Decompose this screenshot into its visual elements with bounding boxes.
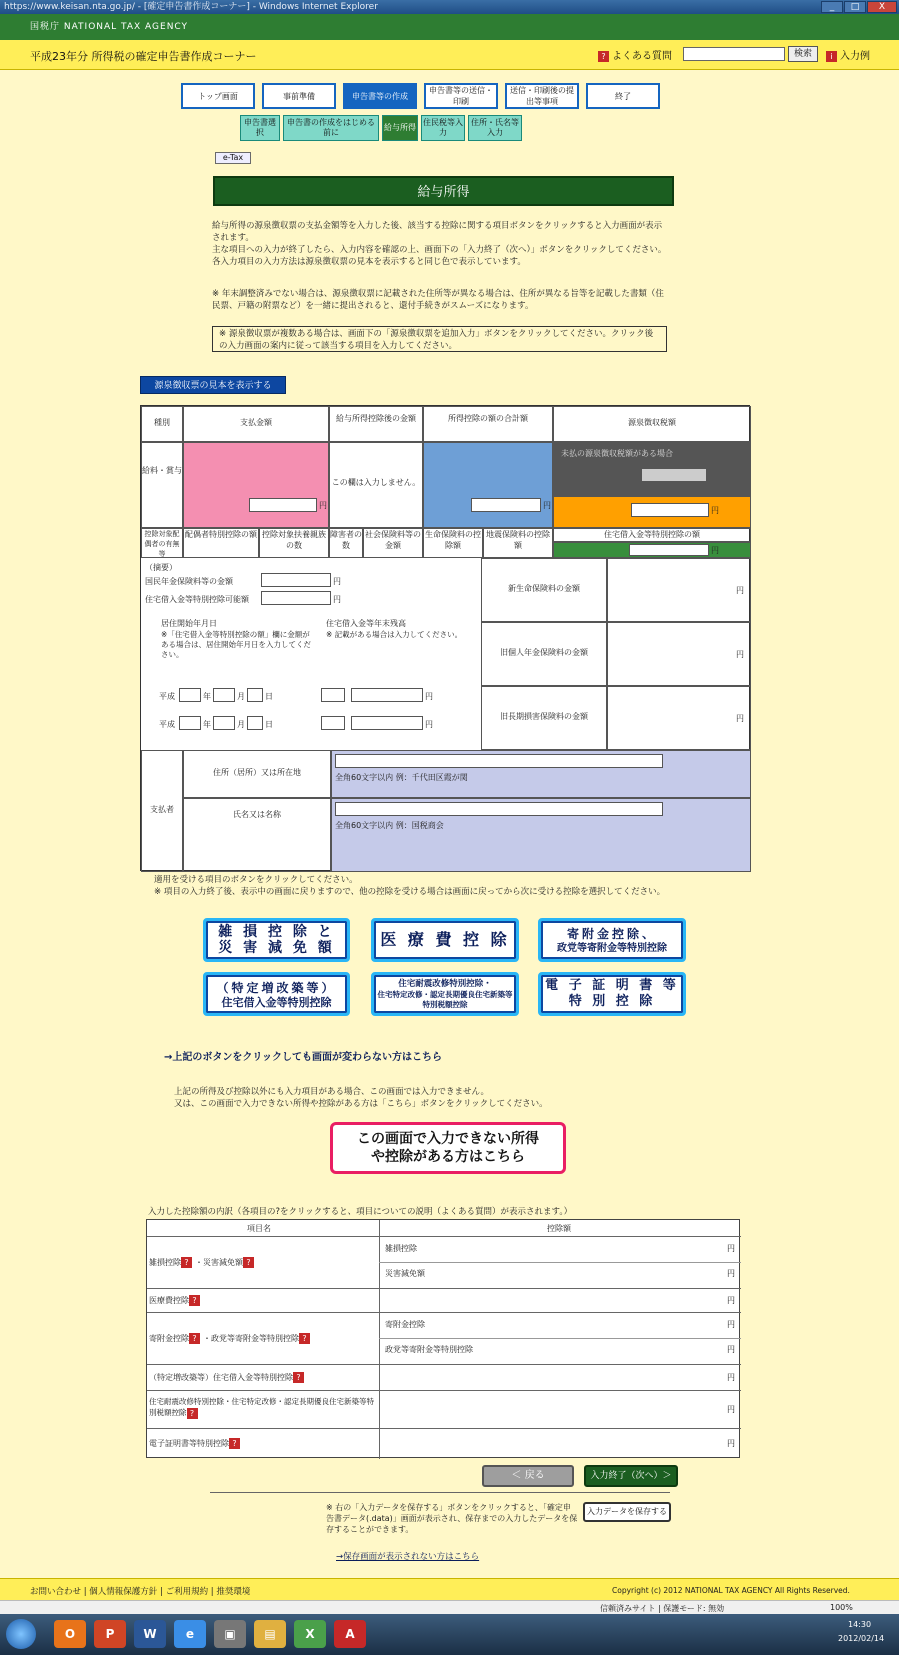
- day-unit: 日: [265, 692, 273, 701]
- type-value: 給料・賞与: [141, 442, 183, 528]
- question-icon[interactable]: ?: [293, 1372, 304, 1383]
- minimize-button[interactable]: _: [821, 1, 843, 13]
- intro-line-3: 各入力項目の入力方法は源泉徴収票の見本を表示すると同じ色で表示しています。: [212, 257, 526, 267]
- era-label-1: 平成: [159, 692, 175, 701]
- header-title: 平成23年分 所得税の確定申告書作成コーナー: [30, 50, 257, 63]
- button-line: 住宅借入金等特別控除: [221, 995, 332, 1009]
- button-line: 政党等寄附金等特別控除: [557, 942, 667, 954]
- summary-header-item: 項目名: [247, 1224, 271, 1233]
- help-link[interactable]: [826, 47, 870, 62]
- button-line: 住宅特定改修・認定長期優良住宅新築等特別税額控除: [377, 989, 513, 1009]
- payer-address-input[interactable]: [335, 754, 663, 768]
- search-input[interactable]: [683, 47, 785, 61]
- header-bar: [0, 40, 899, 70]
- header-deduction-total: 所得控除の額の合計額: [423, 406, 553, 442]
- question-icon[interactable]: ?: [189, 1295, 200, 1306]
- summary-row-label[interactable]: （特定増改築等）住宅借入金等特別控除 ?: [149, 1372, 307, 1383]
- summary-row: [147, 1428, 741, 1459]
- summary-row-label[interactable]: 電子証明書等特別控除 ?: [149, 1438, 243, 1449]
- yen-label: 円: [727, 1345, 735, 1354]
- old-longterm-cell: [607, 686, 751, 750]
- app-icon[interactable]: ▣: [214, 1620, 246, 1648]
- intro-text: [212, 220, 670, 268]
- step-end: 終了: [586, 83, 660, 109]
- other-income-button[interactable]: [330, 1122, 566, 1174]
- spouse-header: 控除対象配偶者の有無等: [141, 528, 183, 558]
- yen-label: 円: [736, 650, 744, 659]
- payer-name-input[interactable]: [335, 802, 663, 816]
- yen-label: 円: [727, 1373, 735, 1382]
- step-top[interactable]: トップ画面: [181, 83, 255, 109]
- taskbar: [0, 1614, 899, 1655]
- agency-bar: 国税庁 NATIONAL TAX AGENCY: [0, 14, 899, 40]
- button-line: この画面で入力できない所得: [357, 1131, 539, 1147]
- housing-loan-balance-input[interactable]: [261, 591, 331, 605]
- payer-name-label: 氏名又は名称: [183, 798, 331, 872]
- page-title: 給与所得: [213, 176, 674, 206]
- copyright: Copyright (c) 2012 NATIONAL TAX AGENCY All Rights Reserved.: [612, 1586, 850, 1595]
- yen-label: 円: [727, 1296, 735, 1305]
- digital-certificate-button[interactable]: [538, 972, 686, 1016]
- browser-title-bar: [0, 0, 899, 14]
- day-unit: 日: [265, 720, 273, 729]
- faq-link[interactable]: [598, 47, 672, 62]
- question-icon[interactable]: ?: [229, 1438, 240, 1449]
- summary-row: [147, 1390, 741, 1428]
- col-spouse-special: 配偶者特別控除の額: [183, 528, 259, 558]
- old-longterm-label: 旧長期損害保険料の金額: [481, 686, 607, 750]
- back-button[interactable]: ＜ 戻る: [482, 1465, 574, 1487]
- col-life-insurance: 生命保険料の控除額: [423, 528, 483, 558]
- housing-loan-balance-label: 住宅借入金等特別控除可能額: [145, 595, 249, 604]
- yen-label: 円: [333, 577, 341, 586]
- col-earthquake: 地震保険料の控除額: [483, 528, 553, 558]
- yen-label: 円: [727, 1269, 735, 1278]
- summary-table: [146, 1219, 740, 1458]
- memo-label: （摘要）: [145, 563, 177, 572]
- question-icon[interactable]: ?: [189, 1333, 200, 1344]
- clock-date: 2012/02/14: [838, 1634, 885, 1643]
- yen-label: 円: [727, 1405, 735, 1414]
- summary-row: [147, 1312, 741, 1364]
- powerpoint-icon[interactable]: P: [94, 1620, 126, 1648]
- etax-badge: e-Tax: [215, 152, 251, 164]
- instructions: [154, 874, 754, 898]
- summary-row-label[interactable]: 住宅耐震改修特別控除・住宅特定改修・認定長期優良住宅新築等特別税額控除 ?: [149, 1397, 374, 1418]
- zoom-level[interactable]: 100%: [830, 1603, 853, 1612]
- other-text-line-1: 上記の所得及び控除以外にも入力項目がある場合、この画面では入力できません。: [174, 1087, 490, 1097]
- yen-label: 円: [727, 1439, 735, 1448]
- substep-residence-tax: 住民税等入力: [421, 115, 465, 141]
- sub-row-label: 寄附金控除: [385, 1320, 425, 1329]
- summary-row: [147, 1364, 741, 1390]
- summary-row: [147, 1236, 741, 1288]
- day-select-2[interactable]: [247, 716, 263, 730]
- payment-cell: [183, 442, 329, 528]
- loan-amount-input-2[interactable]: [351, 716, 423, 730]
- ie-icon[interactable]: e: [174, 1620, 206, 1648]
- payer-address-label: 住所（居所）又は所在地: [183, 750, 331, 798]
- button-line: 住宅耐震改修特別控除・: [398, 978, 492, 989]
- maximize-button[interactable]: □: [844, 1, 866, 13]
- payer-label: 支払者: [141, 750, 183, 872]
- summary-row-label[interactable]: 寄附金控除 ? ・政党等寄附金等特別控除 ?: [149, 1333, 313, 1344]
- yen-label: 円: [333, 595, 341, 604]
- year-select-1[interactable]: [179, 688, 201, 702]
- button-line: 災 害 減 免 額: [218, 940, 335, 956]
- footer-link-terms[interactable]: ご利用規約: [165, 1587, 209, 1597]
- clock-time: 14:30: [848, 1620, 872, 1629]
- yen-label: 円: [736, 586, 744, 595]
- col-dependents: 控除対象扶養親族の数: [259, 528, 329, 558]
- yen-label: 円: [425, 692, 433, 701]
- header-payment: 支払金額: [183, 406, 329, 442]
- sub-divider: [379, 1338, 741, 1339]
- other-text-line-2: 又は、この画面で入力できない所得や控除がある方は「こちら」ボタンをクリックしてください。: [174, 1099, 548, 1109]
- earthquake-renovation-button[interactable]: [371, 972, 519, 1016]
- header-after-deduction: 給与所得控除後の金額: [329, 406, 423, 442]
- summary-header-amount: 控除額: [547, 1224, 571, 1233]
- yen-label: 円: [727, 1244, 735, 1253]
- medical-expense-button[interactable]: [371, 918, 519, 962]
- step-send: 申告書等の送信・印刷: [424, 83, 498, 109]
- button-line: 寄附金控除、: [566, 926, 657, 941]
- summary-row: [147, 1288, 741, 1312]
- yen-label: 円: [543, 501, 551, 510]
- question-icon[interactable]: ?: [299, 1333, 310, 1344]
- housing-loan-button[interactable]: [203, 972, 350, 1016]
- start-icon[interactable]: [6, 1619, 36, 1649]
- old-annuity-label: 旧個人年金保険料の金額: [481, 622, 607, 686]
- note-1: ※ 年末調整済みでない場合は、源泉徴収票に記載された住所等が異なる場合は、住所が異なる旨等を記載した書類（住民票、戸籍の附票など）を一緒に提出されると、還付手続きがスムーズになります。: [212, 289, 664, 311]
- month-unit: 月: [237, 720, 245, 729]
- not-needed-text: この欄は入力しません。: [329, 442, 423, 528]
- instruction-line-2: ※ 項目の入力終了後、表示中の画面に戻りますので、他の控除を受ける場合は画面に戻ってから次に受ける控除を選択してください。: [154, 887, 666, 897]
- excel-icon[interactable]: X: [294, 1620, 326, 1648]
- summary-row-label[interactable]: 雑損控除 ? ・災害減免額 ?: [149, 1257, 257, 1268]
- button-line: や控除がある方はこちら: [371, 1149, 525, 1165]
- national-pension-input[interactable]: [261, 573, 331, 587]
- substep-address: 住所・氏名等入力: [468, 115, 522, 141]
- question-icon[interactable]: ?: [243, 1257, 254, 1268]
- withholding-input[interactable]: [631, 503, 709, 517]
- day-select-1[interactable]: [247, 688, 263, 702]
- outlook-icon[interactable]: O: [54, 1620, 86, 1648]
- folder-icon[interactable]: ▤: [254, 1620, 286, 1648]
- payer-name-hint: 全角60文字以内 例：国税商会: [335, 821, 444, 830]
- deduction-total-cell: [423, 442, 553, 528]
- footer: [0, 1578, 899, 1600]
- withholding-form: [140, 405, 750, 871]
- loan-year-note: ※ 記載がある場合は入力してください。: [326, 630, 463, 639]
- no-change-link[interactable]: →上記のボタンをクリックしても画面が変わらない方はこちら: [164, 1052, 442, 1063]
- footer-links: お問い合わせ | 個人情報保護方針 | ご利用規約 | 推奨環境: [30, 1587, 251, 1597]
- new-life-insurance-label: 新生命保険料の金額: [481, 558, 607, 622]
- instruction-line-1: 適用を受ける項目のボタンをクリックしてください。: [154, 875, 358, 885]
- note-2: ※ 源泉徴収票が複数ある場合は、画面下の「源泉徴収票を追加入力」ボタンをクリックしてください。クリック後の入力画面の案内に従って該当する項目を入力してください。: [219, 329, 654, 351]
- unpaid-input[interactable]: [641, 468, 707, 482]
- yen-label: 円: [425, 720, 433, 729]
- status-bar: [0, 1600, 899, 1614]
- question-icon[interactable]: ?: [187, 1408, 198, 1419]
- month-select-2[interactable]: [213, 716, 235, 730]
- question-icon: ?: [598, 51, 609, 62]
- era-label-2: 平成: [159, 720, 175, 729]
- browser-url: https://www.keisan.nta.go.jp/ - [確定申告書作成コーナー] - Windows Internet Explorer: [4, 2, 378, 12]
- year-unit: 年: [203, 720, 211, 729]
- loan-year-select-2[interactable]: [321, 716, 345, 730]
- button-line: 特 別 控 除: [568, 994, 656, 1009]
- casualty-loss-button[interactable]: [203, 918, 350, 962]
- window-buttons: [821, 1, 897, 13]
- save-text: ※ 右の「入力データを保存する」ボタンをクリックすると、「確定申告書データ(.data)」画面が表示され、保存までの入力したデータを保存することができます。: [326, 1503, 578, 1534]
- loan-year-title: 住宅借入金等年末残高: [326, 619, 406, 628]
- search-button[interactable]: 検索: [788, 46, 818, 62]
- sub-row-label: 雑損控除: [385, 1244, 417, 1253]
- yen-label: 円: [727, 1320, 735, 1329]
- divider: [210, 1492, 670, 1493]
- next-button[interactable]: 入力終了（次へ）＞: [584, 1465, 678, 1487]
- word-icon[interactable]: W: [134, 1620, 166, 1648]
- start-date-title: 居住開始年月日: [161, 619, 217, 628]
- national-pension-label: 国民年金保険料等の金額: [145, 577, 233, 586]
- yen-label: 円: [319, 501, 327, 510]
- deduction-total-input[interactable]: [471, 498, 541, 512]
- col-disabled: 障害者の数: [329, 528, 363, 558]
- show-example-button[interactable]: 源泉徴収票の見本を表示する: [140, 376, 286, 394]
- sub-row-label: 災害減免額: [385, 1269, 425, 1278]
- col-housing-loan: 住宅借入金等特別控除の額: [553, 528, 751, 542]
- button-line: 医 療 費 控 除: [380, 930, 510, 949]
- header-withholding: 源泉徴収税額: [553, 406, 751, 442]
- payment-input[interactable]: [249, 498, 317, 512]
- year-unit: 年: [203, 692, 211, 701]
- acrobat-icon[interactable]: A: [334, 1620, 366, 1648]
- yen-label: 円: [711, 546, 719, 555]
- header-type: 種別: [141, 406, 183, 442]
- new-life-insurance-cell: [607, 558, 751, 622]
- month-unit: 月: [237, 692, 245, 701]
- start-date-note: ※「住宅借入金等特別控除の額」欄に金額がある場合は、居住開始年月日を入力してください。: [161, 630, 311, 659]
- step-after: 送信・印刷後の提出等事項: [505, 83, 579, 109]
- donation-button[interactable]: [538, 918, 686, 962]
- loan-amount-input-1[interactable]: [351, 688, 423, 702]
- book-icon: i: [826, 51, 837, 62]
- footer-link-privacy[interactable]: 個人情報保護方針: [89, 1587, 158, 1597]
- security-zone: 信頼済みサイト | 保護モード: 無効: [600, 1604, 725, 1613]
- footer-link-contact[interactable]: お問い合わせ: [30, 1587, 82, 1597]
- notice-box: [212, 326, 667, 352]
- sub-divider: [379, 1262, 741, 1263]
- payer-address-hint: 全角60文字以内 例：千代田区霞が関: [335, 773, 468, 782]
- summary-row-label[interactable]: 医療費控除 ?: [149, 1295, 203, 1306]
- button-line: （特定増改築等）: [216, 980, 337, 995]
- month-select-1[interactable]: [213, 688, 235, 702]
- old-annuity-cell: [607, 622, 751, 686]
- button-line: 雑 損 控 除 と: [218, 924, 335, 940]
- sub-row-label: 政党等寄附金等特別控除: [385, 1345, 473, 1354]
- col-social-insurance: 社会保険料等の金額: [363, 528, 423, 558]
- substep-salary: 給与所得: [382, 115, 418, 141]
- faq-label: よくある質問: [612, 51, 672, 62]
- year-select-2[interactable]: [179, 716, 201, 730]
- footer-link-environment[interactable]: 推奨環境: [216, 1587, 251, 1597]
- intro-line-1: 給与所得の源泉徴収票の支払金額等を入力した後、該当する控除に関する項目ボタンをクリックすると入力画面が表示されます。: [212, 221, 663, 243]
- unpaid-checkbox-label[interactable]: 未払の源泉徴収税額がある場合: [561, 449, 673, 458]
- substep-before[interactable]: 申告書の作成をはじめる前に: [283, 115, 379, 141]
- step-preparation[interactable]: 事前準備: [262, 83, 336, 109]
- button-line: 電 子 証 明 書 等: [545, 978, 679, 993]
- step-create: 申告書等の作成: [343, 83, 417, 109]
- question-icon[interactable]: ?: [181, 1257, 192, 1268]
- intro-line-2: 主な項目への入力が終了したら、入力内容を確認の上、画面下の「入力終了（次へ）」ボタンをクリックしてください。: [212, 245, 667, 255]
- housing-loan-input[interactable]: [629, 544, 709, 556]
- yen-label: 円: [736, 714, 744, 723]
- loan-year-select-1[interactable]: [321, 688, 345, 702]
- yen-label: 円: [711, 506, 719, 515]
- help-label: 入力例: [840, 51, 870, 62]
- close-button[interactable]: X: [867, 1, 897, 13]
- summary-caption: 入力した控除額の内訳（各項目の?をクリックすると、項目についての説明（よくある質問）が表示されます。）: [148, 1207, 573, 1217]
- substep-select[interactable]: 申告書選択: [240, 115, 280, 141]
- save-not-displayed-link[interactable]: →保存画面が表示されない方はこちら: [336, 1552, 480, 1562]
- other-text: [174, 1086, 734, 1110]
- save-data-button[interactable]: 入力データを保存する: [583, 1502, 671, 1522]
